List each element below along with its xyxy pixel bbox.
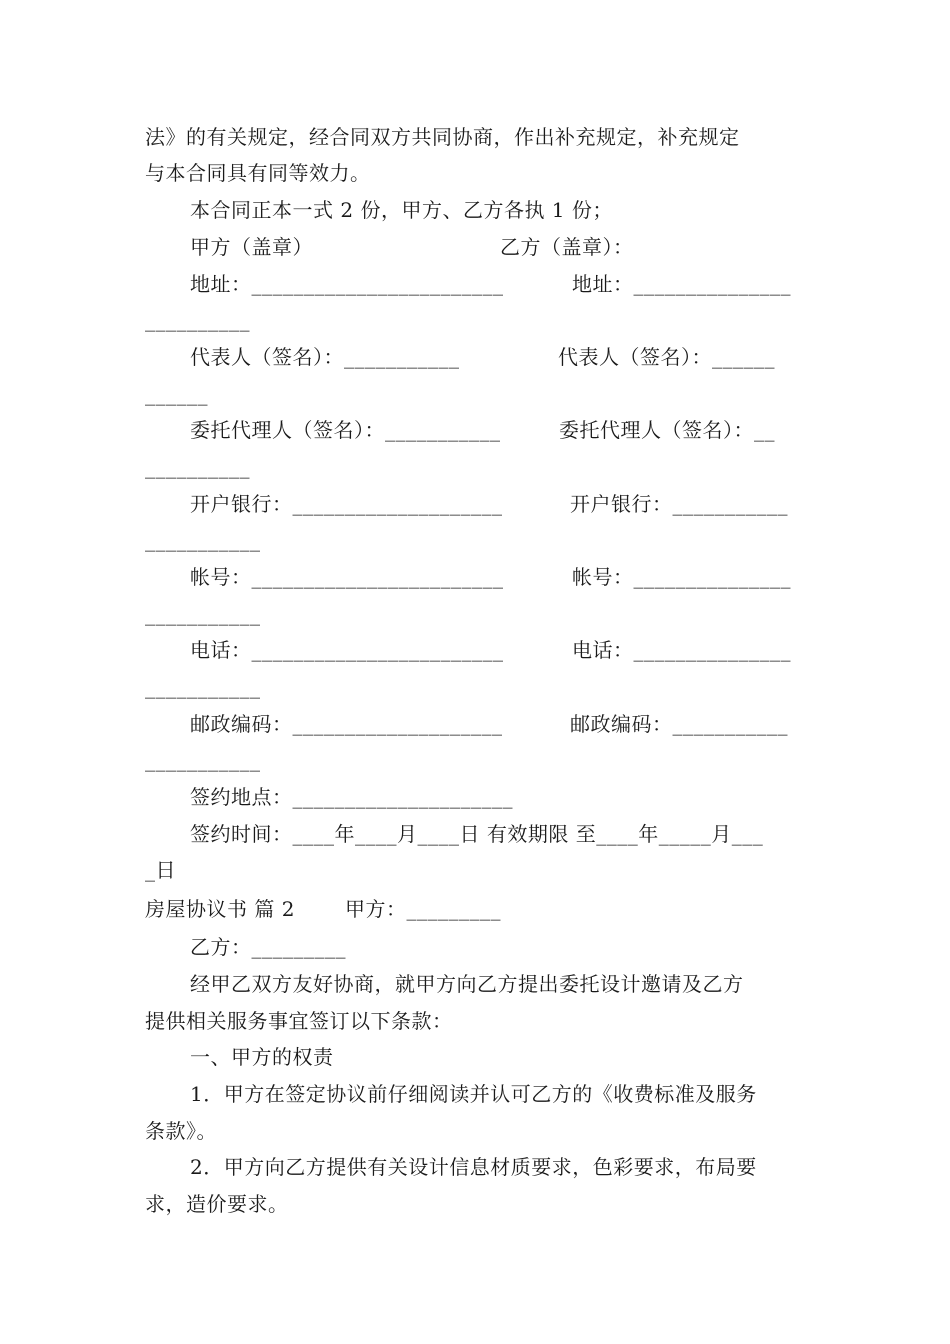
clause-item: 条款》。 (145, 1119, 217, 1143)
party-a-seal: 甲方（盖章） (190, 235, 313, 259)
rep-a: 代表人（签名）：___________ (190, 345, 460, 369)
clause-item: 2．甲方向乙方提供有关设计信息材质要求，色彩要求，布局要 (190, 1155, 757, 1179)
account-cont: ___________ (145, 602, 261, 626)
text-line: 与本合同具有同等效力。 (145, 161, 371, 185)
agent-cont: __________ (145, 455, 250, 479)
section-heading: 房屋协议书 篇 2 (145, 897, 295, 921)
address-a: 地址：________________________ (190, 272, 504, 296)
sign-time-cont: _日 (145, 858, 176, 882)
clause-item: 求，造价要求。 (145, 1192, 289, 1216)
rep-b: 代表人（签名）：______ (558, 345, 775, 369)
phone-cont: ___________ (145, 675, 261, 699)
intro-line: 经甲乙双方友好协商，就甲方向乙方提出委托设计邀请及乙方 (190, 972, 744, 996)
section2-party-a: 甲方：_________ (345, 897, 501, 921)
agent-b: 委托代理人（签名）：__ (559, 418, 775, 442)
sign-time: 签约时间：____年____月____日 有效期限 至____年_____月___ (190, 822, 764, 846)
clause-title: 一、甲方的权责 (190, 1045, 334, 1069)
address-cont: __________ (145, 308, 250, 332)
postal-a: 邮政编码：____________________ (190, 712, 503, 736)
postal-b: 邮政编码：___________ (570, 712, 788, 736)
rep-cont: ______ (145, 382, 208, 406)
bank-cont: ___________ (145, 528, 261, 552)
account-b: 帐号：_______________ (572, 565, 791, 589)
phone-b: 电话：_______________ (572, 638, 791, 662)
phone-a: 电话：________________________ (190, 638, 504, 662)
agent-a: 委托代理人（签名）：___________ (190, 418, 501, 442)
account-a: 帐号：________________________ (190, 565, 504, 589)
text-line: 法》的有关规定，经合同双方共同协商，作出补充规定，补充规定 (145, 125, 740, 149)
postal-cont: ___________ (145, 748, 261, 772)
clause-item: 1．甲方在签定协议前仔细阅读并认可乙方的《收费标准及服务 (190, 1082, 757, 1106)
intro-line: 提供相关服务事宜签订以下条款： (145, 1009, 453, 1033)
party-b-seal: 乙方（盖章）： (500, 235, 634, 259)
bank-a: 开户银行：____________________ (190, 492, 503, 516)
sign-place: 签约地点：_____________________ (190, 785, 513, 809)
address-b: 地址：_______________ (572, 272, 791, 296)
bank-b: 开户银行：___________ (570, 492, 788, 516)
text-line: 本合同正本一式 2 份，甲方、乙方各执 1 份； (190, 198, 613, 222)
section2-party-b: 乙方：_________ (190, 935, 346, 959)
